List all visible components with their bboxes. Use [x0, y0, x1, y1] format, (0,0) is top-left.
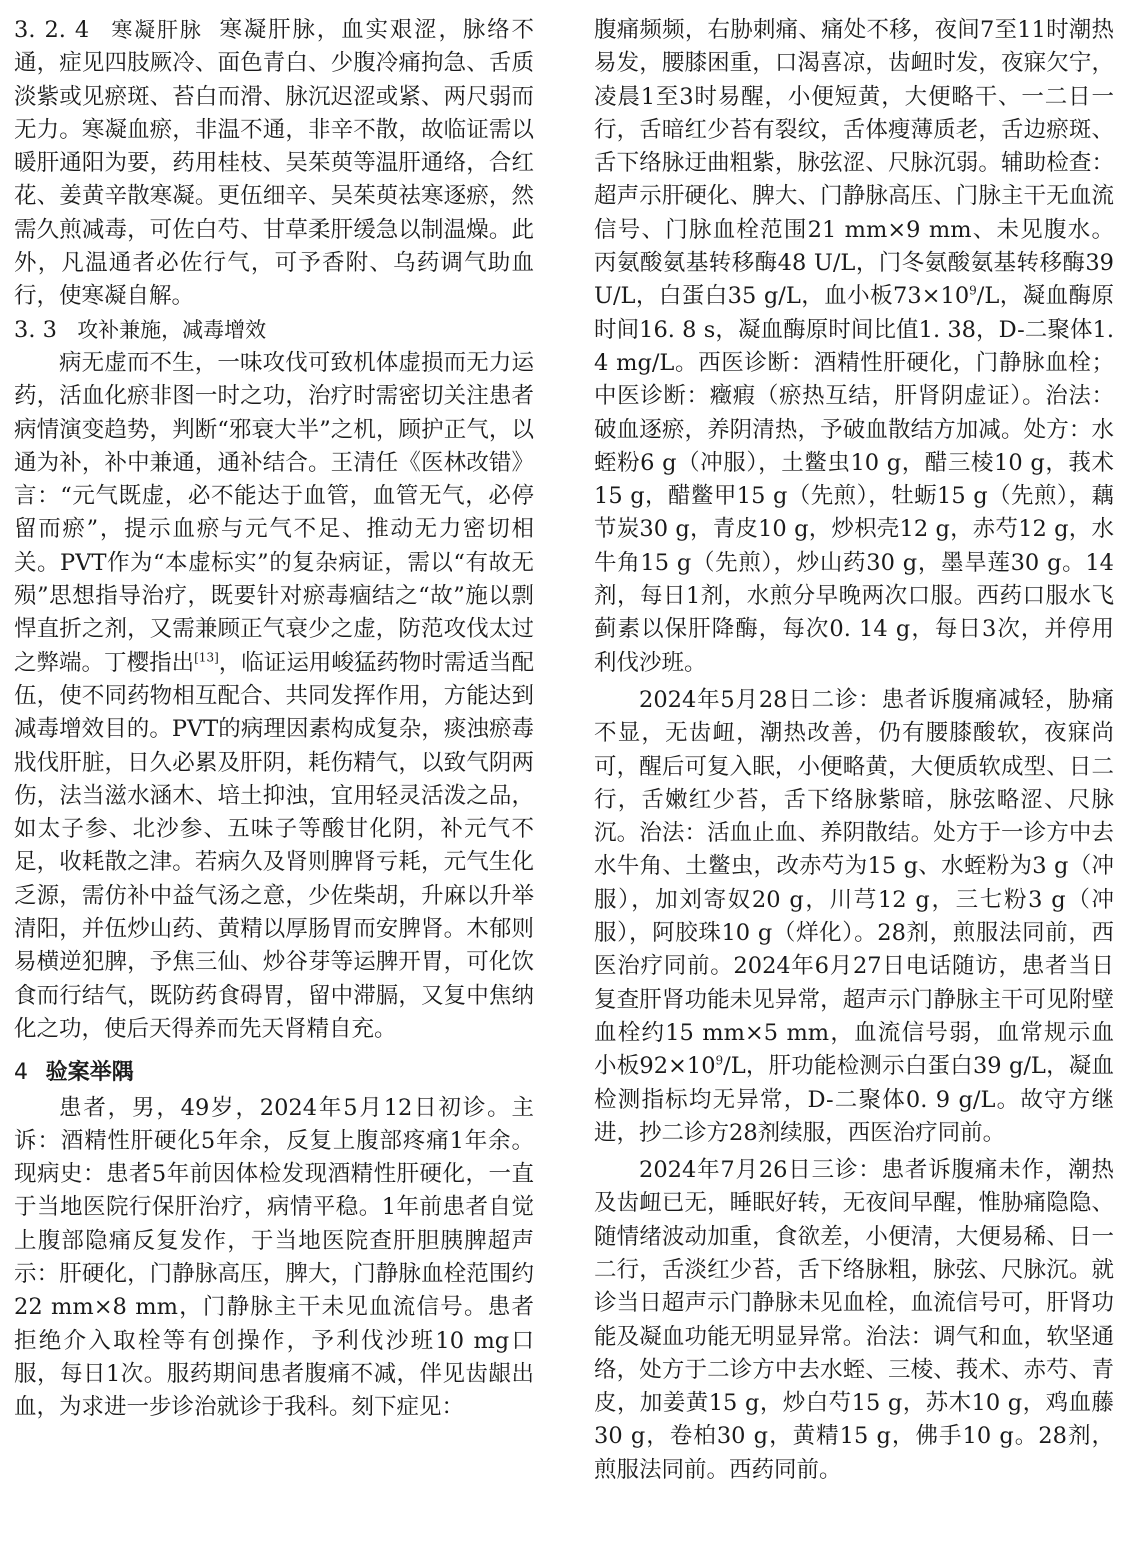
case-intro-paragraph — [14, 1092, 534, 1425]
case-second-visit-text-a: 2024年5月28日二诊：患者诉腹痛减轻，胁痛不显，无齿衄，潮热改善，仍有腰膝酸软，夜寐尚可，醒后可复入眠，小便略黄，大便质软成型、日二行，舌嫩红少苔，舌下络脉紫暗，脉弦略涩、尺脉沉。治法：活血止血、养阴散结。处方于一诊方中去水牛角、土鳖虫，改赤芍为15 g、水蛭粉为3 g（冲服），加刘寄奴20 g，川芎12 g，三七粉3 g（冲服），阿胶珠10 g（烊化）。28剂，煎服法同前，西医治疗同前。2024年6月27日电话随访，患者当日复查肝肾功能未见异常，超声示门静脉主干可见附壁血栓约15 mm×5 mm，血流信号弱，血常规示血小板92×10 — [594, 686, 1114, 1080]
section-3-3-title: 攻补兼施，减毒增效 — [77, 317, 267, 342]
case-second-visit-paragraph — [594, 684, 1114, 1150]
case-intro-text: 患者，男，49岁，2024年5月12日初诊。主诉：酒精性肝硬化5年余，反复上腹部疼痛1年余。现病史：患者5年前因体检发现酒精性肝硬化，一直于当地医院行保肝治疗，病情平稳。1年前患者自觉上腹部隐痛反复发作，于当地医院查肝胆胰脾超声示：肝硬化，门静脉高压，脾大，门静脉血栓范围约22 mm×8 mm，门静脉主干未见血流信号。患者拒绝介入取栓等有创操作，予利伐沙班10 mg口服，每日1次。服药期间患者腹痛不减，伴见齿龈出血，为求进一步诊治就诊于我科。刻下症见： — [14, 1094, 534, 1421]
section-3-3-paragraph — [14, 347, 534, 1046]
case-first-visit-text-a: 腹痛频频，右胁刺痛、痛处不移，夜间7至11时潮热易发，腰膝困重，口渴喜凉，齿衄时发，夜寐欠宁，凌晨1至3时易醒，小便短黄，大便略干、一二日一行，舌暗红少苔有裂纹，舌体瘦薄质老，舌边瘀斑、舌下络脉迂曲粗紫，脉弦涩、尺脉沉弱。辅助检查：超声示肝硬化、脾大、门静脉高压、门脉主干无血流信号、门脉血栓范围21 mm×9 mm、未见腹水。丙氨酸氨基转移酶48 U/L，门冬氨酸氨基转移酶39 U/L，白蛋白35 g/L，血小板73×10 — [594, 17, 1114, 310]
case-first-visit-text-b: /L，凝血酶原时间16. 8 s，凝血酶原时间比值1. 38，D-二聚体1. 4 mg/L。西医诊断：酒精性肝硬化，门静脉血栓；中医诊断：癥瘕（瘀热互结，肝肾阴虚证）。治法：破血逐瘀，养阴清热，予破血散结方加减。处方：水蛭粉6 g（冲服），土鳖虫10 g，醋三棱10 g，莪术15 g，醋鳖甲15 g（先煎），牡蛎15 g（先煎），藕节炭30 g，青皮10 g，炒枳壳12 g，赤芍12 g，水牛角15 g（先煎），炒山药30 g，墨旱莲30 g。14剂，每日1剂，水煎分早晚两次口服。西药口服水飞蓟素以保肝降酶，每次0. 14 g，每日3次，并停用利伐沙班。 — [594, 283, 1114, 676]
platelet-exponent-2: 9 — [715, 1053, 724, 1068]
section-3-3-text-a: 病无虚而不生，一味攻伐可致机体虚损而无力运药，活血化瘀非图一时之功，治疗时需密切关注患者病情演变趋势，判断“邪衰大半”之机，顾护正气，以通为补，补中兼通，通补结合。王清任《医林改错》言：“元气既虚，必不能达于血管，血管无气，必停留而瘀”，提示血瘀与元气不足、推动无力密切相关。PVT作为“本虚标实”的复杂病证，需以“有故无殒”思想指导治疗，既要针对瘀毒痼结之“故”施以剽悍直折之剂，又需兼顾正气衰少之虚，防范攻伐太过之弊端。丁樱指出 — [14, 349, 534, 676]
platelet-exponent-1: 9 — [969, 283, 977, 298]
section-3-3-text-b: ，临证运用峻猛药物时需适当配伍，使不同药物相互配合、共同发挥作用，方能达到减毒增效目的。PVT的病理因素构成复杂，痰浊瘀毒戕伐肝脏，日久必累及肝阴，耗伤精气，以致气阴两伤，法当滋水涵木、培土抑浊，宜用轻灵活泼之品，如太子参、北沙参、五味子等酸甘化阴，补元气不足，收耗散之津。若病久及肾则脾肾亏耗，元气生化乏源，需仿补中益气汤之意，少佐柴胡，升麻以升举清阳，并伍炒山药、黄精以厚肠胃而安脾肾。木郁则易横逆犯脾，予焦三仙、炒谷芽等运脾开胃，可化饮食而行结气，既防药食碍胃，留中滞膈，又复中焦纳化之功，使后天得养而先天肾精自充。 — [14, 649, 534, 1042]
right-column — [594, 14, 1114, 1487]
case-first-visit-paragraph — [594, 14, 1114, 680]
section-3-2-4-number: 3. 2. 4 — [14, 17, 90, 43]
section-4-heading — [14, 1056, 534, 1089]
section-3-2-4-text: 寒凝肝脉，血实艰涩，脉络不通，症见四肢厥冷、面色青白、少腹冷痛拘急、舌质淡紫或见瘀斑、苔白而滑、脉沉迟涩或紧、两尺弱而无力。寒凝血瘀，非温不通，非辛不散，故临证需以暖肝通阳为要，药用桂枝、吴茱萸等温肝通络，合红花、姜黄辛散寒凝。更伍细辛、吴茱萸祛寒逐瘀，然需久煎减毒，可佐白芍、甘草柔肝缓急以制温燥。此外，凡温通者必佐行气，可予香附、乌药调气助血行，使寒凝自解。 — [14, 17, 534, 310]
case-third-visit-text: 2024年7月26日三诊：患者诉腹痛未作，潮热及齿衄已无，睡眠好转，无夜间早醒，惟胁痛隐隐、随情绪波动加重，食欲差，小便清，大便易稀、日一二行，舌淡红少苔，舌下络脉粗，脉弦、尺脉沉。就诊当日超声示门静脉未见血栓，血流信号可，肝肾功能及凝血功能无明显异常。治法：调气和血，软坚通络，处方于二诊方中去水蛭、三棱、莪术、赤芍、青皮，加姜黄15 g，炒白芍15 g，苏木10 g，鸡血藤30 g，卷柏30 g，黄精15 g，佛手10 g。28剂，煎服法同前。西药同前。 — [594, 1157, 1114, 1483]
section-3-3-heading — [14, 314, 534, 347]
section-4-number: 4 — [14, 1060, 28, 1086]
section-3-2-4-paragraph — [14, 14, 534, 314]
section-3-2-4-title: 寒凝肝脉 — [109, 18, 203, 42]
case-third-visit-paragraph — [594, 1154, 1114, 1487]
section-3-3-number: 3. 3 — [14, 316, 57, 343]
case-second-visit-text-b: /L，肝功能检测示白蛋白39 g/L，凝血检测指标均无异常，D-二聚体0. 9 g/L。故守方继进，抄二诊方28剂续服，西医治疗同前。 — [594, 1053, 1114, 1146]
citation-ref-13: [13] — [194, 650, 219, 665]
section-4-title: 验案举隅 — [45, 1060, 134, 1086]
left-column — [14, 14, 534, 1424]
